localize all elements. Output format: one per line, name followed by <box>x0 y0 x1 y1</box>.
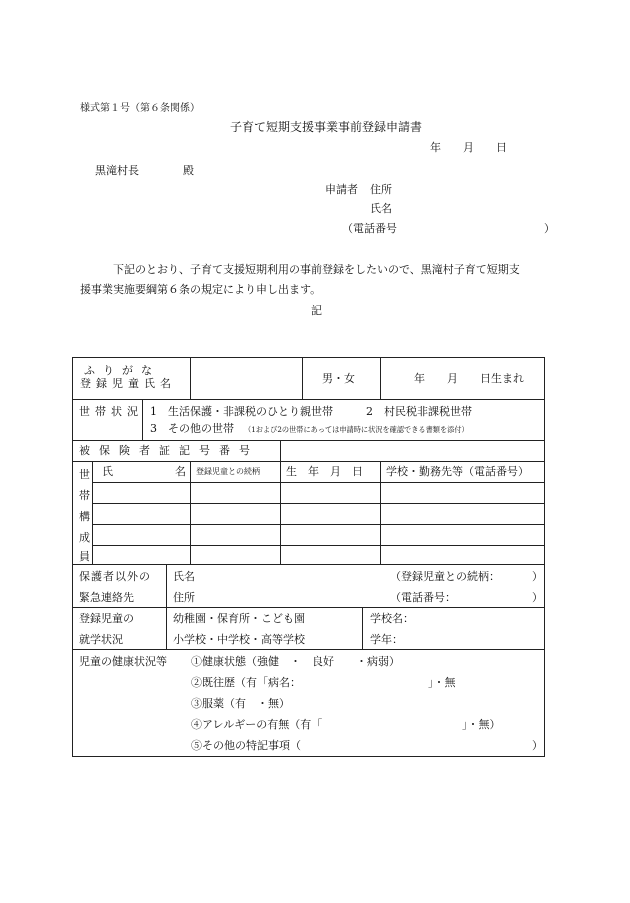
page-title: 子育て短期支援事業事前登録申請書 <box>230 120 423 134</box>
health-item-5-end: ） <box>532 739 543 752</box>
applicant-address-label: 住所 <box>370 183 392 196</box>
household-option-2: 2 村民税非課税世帯 <box>366 405 472 418</box>
registration-table <box>72 357 545 757</box>
health-item-4: ④アレルギーの有無（有「 <box>191 718 323 731</box>
emergency-relation-close: ） <box>532 570 543 583</box>
school-status-option-2: 小学校・中学校・高等学校 <box>173 633 305 646</box>
furigana-label: ふりがな <box>84 364 160 377</box>
household-option-3: 3 その他の世帯 <box>150 422 234 435</box>
applicant-name-label: 氏名 <box>370 202 392 215</box>
household-label: 世帯状況 <box>79 405 143 418</box>
applicant-phone-close: ） <box>544 222 555 235</box>
birth-date-label: 年 月 日生まれ <box>414 372 524 385</box>
grade-label: 学年： <box>370 633 403 646</box>
emergency-name-label: 氏名 <box>173 570 195 583</box>
request-paragraph-line2: 援事業実施要綱第６条の規定により申し出ます。 <box>80 283 322 296</box>
health-item-1: ①健康状態（強健 ・ 良好 ・病弱） <box>191 655 400 668</box>
members-side-char: 世 <box>79 468 90 481</box>
emergency-label-2: 緊急連絡先 <box>79 591 134 604</box>
form-number: 様式第１号（第６条関係） <box>80 103 200 114</box>
health-label: 児童の健康状況等 <box>79 655 167 668</box>
household-option-1: 1 生活保護・非課税のひとり親世帯 <box>150 405 333 418</box>
members-col-name-2: 名 <box>175 465 186 478</box>
ki-mark: 記 <box>311 304 322 317</box>
household-note: （1および2の世帯にあっては申請時に状況を確認できる書類を添付） <box>244 425 469 434</box>
members-side-char: 成 <box>79 531 90 544</box>
members-col-name-1: 氏 <box>102 465 113 478</box>
school-name-label: 学校名： <box>370 612 414 625</box>
members-side-char: 構 <box>79 510 90 523</box>
members-side-char: 帯 <box>79 489 90 502</box>
school-status-label-1: 登録児童の <box>79 612 134 625</box>
emergency-relation-label: （登録児童との続柄： <box>390 570 500 583</box>
request-paragraph-line1: 下記のとおり、子育て支援短期利用の事前登録をしたいので、黒滝村子育て短期支 <box>113 263 520 276</box>
members-side-char: 員 <box>79 550 90 563</box>
applicant-label: 申請者 <box>325 183 358 196</box>
health-item-4-end: 」・無） <box>462 718 501 731</box>
health-item-2-end: 」・無 <box>428 676 456 689</box>
health-item-5: ⑤その他の特記事項（ <box>191 739 301 752</box>
school-status-label-2: 就学状況 <box>79 633 123 646</box>
sex-options: 男・女 <box>322 372 355 385</box>
emergency-phone-label: （電話番号： <box>390 591 456 604</box>
members-col-relation: 登録児童との続柄 <box>196 467 260 476</box>
insurance-label: 被保険者証記号番号 <box>79 444 259 457</box>
members-col-school: 学校・勤務先等（電話番号） <box>386 465 529 478</box>
emergency-phone-close: ） <box>532 591 543 604</box>
honorific: 殿 <box>183 164 194 177</box>
child-name-label: 登録児童氏名 <box>80 377 176 390</box>
applicant-phone-label: （電話番号 <box>342 222 397 235</box>
school-status-option-1: 幼稚園・保育所・こども園 <box>173 612 305 625</box>
emergency-label-1: 保護者以外の <box>79 570 151 583</box>
emergency-address-label: 住所 <box>173 591 195 604</box>
health-item-3: ③服薬（有 ・無） <box>191 697 290 710</box>
addressee: 黒滝村長 <box>95 164 139 177</box>
health-item-2: ②既往歴（有「病名： <box>191 676 301 689</box>
members-col-birth: 生 年 月 日 <box>286 465 363 478</box>
date-line: 年 月 日 <box>430 141 507 154</box>
